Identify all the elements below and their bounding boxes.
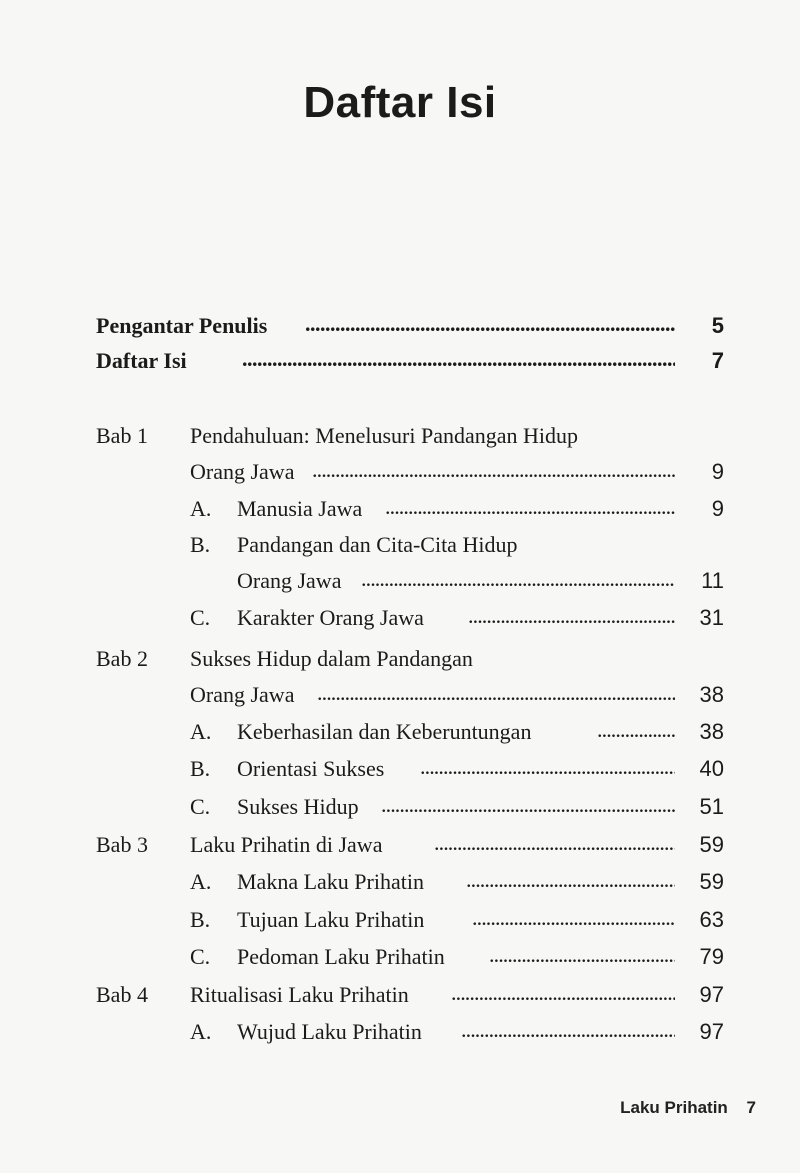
chapter-label: Bab 3 [96, 832, 148, 857]
footer-book-title: Laku Prihatin [620, 1098, 728, 1117]
toc-section-3c[interactable] [0, 939, 800, 975]
toc-section-1a[interactable] [0, 491, 800, 527]
section-title: Makna Laku Prihatin [237, 869, 424, 894]
toc-entry-daftar-isi[interactable] [0, 343, 800, 379]
page-footer [620, 1098, 756, 1118]
section-letter: B. [190, 532, 211, 557]
dot-leader [434, 827, 675, 859]
section-letter: A. [190, 719, 212, 744]
section-letter: B. [190, 907, 211, 932]
section-letter: B. [190, 756, 211, 781]
section-title: Karakter Orang Jawa [237, 605, 424, 630]
toc-section-1b[interactable] [0, 563, 800, 599]
section-title: Pedoman Laku Prihatin [237, 944, 445, 969]
toc-page-number: 7 [711, 348, 724, 373]
toc-section-3b[interactable] [0, 902, 800, 938]
dot-leader [305, 308, 675, 340]
toc-page-number: 59 [699, 869, 724, 894]
chapter-title: Laku Prihatin di Jawa [190, 832, 383, 857]
dot-leader [385, 491, 675, 523]
section-letter: A. [190, 496, 212, 521]
section-title: Pandangan dan Cita-Cita Hidup [237, 532, 518, 557]
section-letter: A. [190, 869, 212, 894]
toc-page-number: 97 [699, 982, 724, 1007]
dot-leader [468, 600, 675, 632]
dot-leader [381, 789, 675, 821]
toc-page-number: 51 [699, 794, 724, 819]
toc-entry-text: Daftar Isi [96, 348, 187, 373]
toc-chapter-1[interactable] [0, 454, 800, 490]
toc-page-number: 40 [699, 756, 724, 781]
toc-section-3a[interactable] [0, 864, 800, 900]
chapter-title: Pendahuluan: Menelusuri Pandangan Hidup [190, 423, 578, 448]
toc-chapter-4[interactable] [0, 977, 800, 1013]
toc-section-4a[interactable] [0, 1014, 800, 1050]
toc-section-2a[interactable] [0, 714, 800, 750]
dot-leader [312, 454, 675, 486]
toc-page-number: 11 [701, 568, 724, 593]
chapter-label: Bab 1 [96, 423, 148, 448]
dot-leader [361, 563, 675, 595]
section-letter: A. [190, 1019, 212, 1044]
dot-leader [466, 864, 675, 896]
toc-page-number: 38 [699, 719, 724, 744]
toc-entry-pengantar[interactable] [0, 308, 800, 344]
toc-page-number: 63 [699, 907, 724, 932]
toc-section-1b-heading[interactable] [0, 527, 800, 563]
dot-leader [597, 714, 675, 746]
dot-leader [461, 1014, 675, 1046]
toc-section-2c[interactable] [0, 789, 800, 825]
toc-entry-text: Pengantar Penulis [96, 313, 268, 338]
toc-page-number: 5 [711, 313, 724, 338]
dot-leader [489, 939, 675, 971]
chapter-title-continued: Orang Jawa [190, 682, 295, 707]
page-title: Daftar Isi [303, 78, 497, 127]
dot-leader [242, 343, 675, 375]
chapter-title-continued: Orang Jawa [190, 459, 295, 484]
section-letter: C. [190, 605, 211, 630]
toc-page-number: 97 [699, 1019, 724, 1044]
toc-page-number: 79 [699, 944, 724, 969]
toc-section-2b[interactable] [0, 751, 800, 787]
dot-leader [317, 677, 675, 709]
toc-page-number: 9 [711, 496, 724, 521]
section-title: Manusia Jawa [237, 496, 363, 521]
dot-leader [420, 751, 675, 783]
toc-chapter-1-heading[interactable] [0, 418, 800, 454]
dot-leader [451, 977, 675, 1009]
dot-leader [472, 902, 675, 934]
section-title: Wujud Laku Prihatin [237, 1019, 422, 1044]
chapter-title: Ritualisasi Laku Prihatin [190, 982, 409, 1007]
toc-page-number: 38 [699, 682, 724, 707]
toc-page-number: 31 [699, 605, 724, 630]
toc-page-number: 59 [699, 832, 724, 857]
section-title: Keberhasilan dan Keberuntungan [237, 719, 532, 744]
toc-page-number: 9 [711, 459, 724, 484]
toc-chapter-3[interactable] [0, 827, 800, 863]
toc-section-1c[interactable] [0, 600, 800, 636]
toc-chapter-2[interactable] [0, 677, 800, 713]
section-title: Tujuan Laku Prihatin [237, 907, 425, 932]
chapter-title: Sukses Hidup dalam Pandangan [190, 646, 473, 671]
section-letter: C. [190, 944, 211, 969]
chapter-label: Bab 2 [96, 646, 148, 671]
section-title: Orientasi Sukses [237, 756, 385, 781]
footer-page-number: 7 [746, 1098, 756, 1117]
section-title-continued: Orang Jawa [237, 568, 342, 593]
section-title: Sukses Hidup [237, 794, 359, 819]
section-letter: C. [190, 794, 211, 819]
chapter-label: Bab 4 [96, 982, 148, 1007]
toc-chapter-2-heading[interactable] [0, 641, 800, 677]
